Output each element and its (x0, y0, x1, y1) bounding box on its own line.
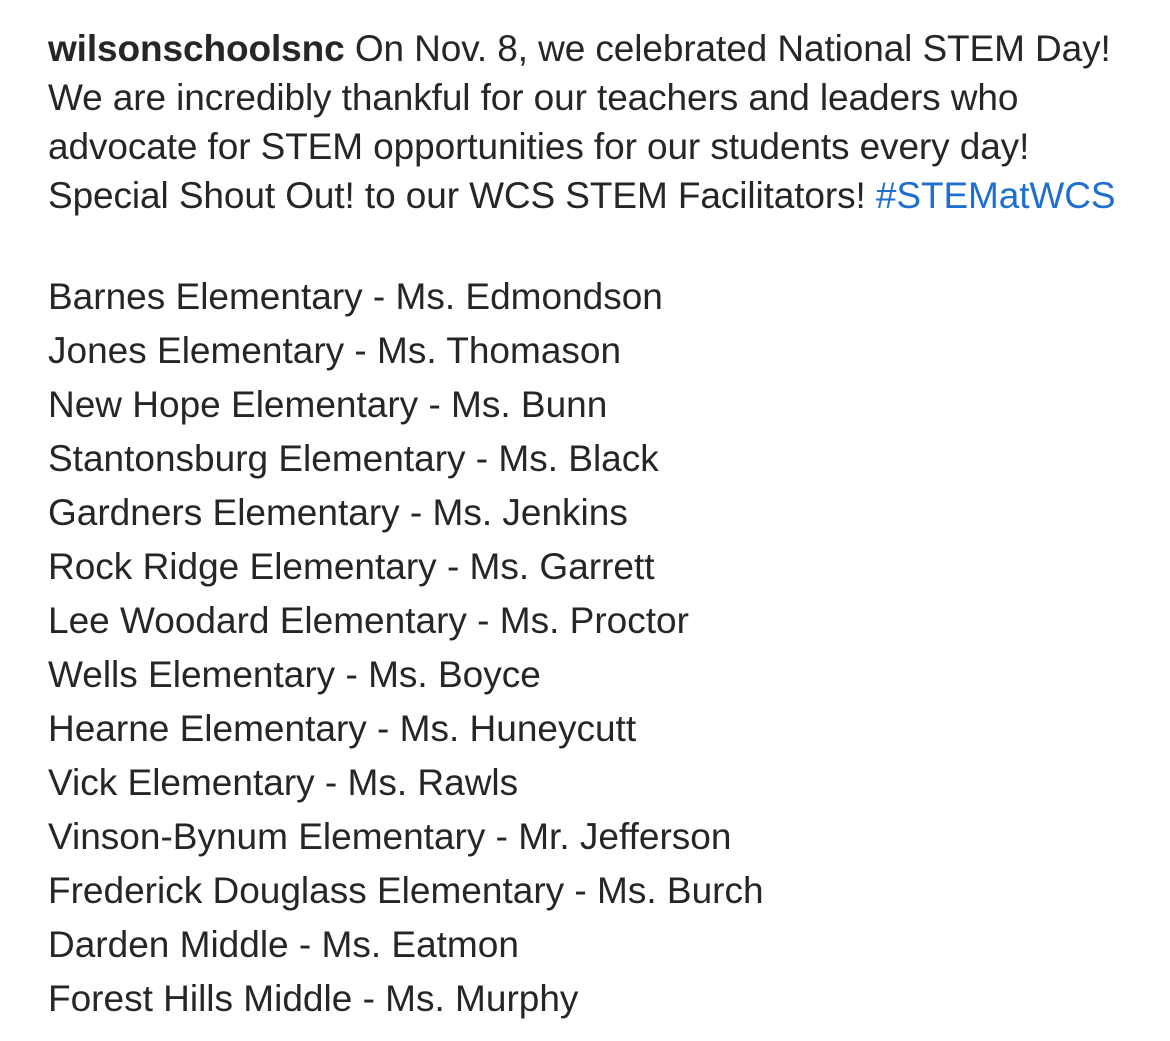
username-link[interactable]: wilsonschoolsnc (48, 28, 345, 69)
facilitator-line: Hearne Elementary - Ms. Huneycutt (48, 708, 637, 749)
facilitator-line: Vinson-Bynum Elementary - Mr. Jefferson (48, 816, 732, 857)
facilitator-line: Forest Hills Middle - Ms. Murphy (48, 978, 579, 1019)
facilitator-line: Rock Ridge Elementary - Ms. Garrett (48, 546, 655, 587)
hashtag-link[interactable]: #STEMatWCS (875, 175, 1116, 216)
caption-text: On Nov. 8, we celebrated National STEM Day! We are incredibly thankful for our teachers and leaders who advocate for STEM opportunities for our students every day! Special Shout Out! to our WCS STEM Facilitators! (48, 28, 1111, 216)
facilitator-line: Wells Elementary - Ms. Boyce (48, 654, 541, 695)
facilitator-line: Lee Woodard Elementary - Ms. Proctor (48, 600, 689, 641)
facilitator-line: Gardners Elementary - Ms. Jenkins (48, 492, 628, 533)
facilitator-line: Frederick Douglass Elementary - Ms. Burch (48, 870, 764, 911)
facilitator-line: Vick Elementary - Ms. Rawls (48, 762, 519, 803)
facilitator-line: Barnes Elementary - Ms. Edmondson (48, 276, 663, 317)
facilitator-line: Darden Middle - Ms. Eatmon (48, 924, 519, 965)
post-caption (48, 24, 1128, 220)
facilitator-line: Jones Elementary - Ms. Thomason (48, 330, 622, 371)
facilitator-line: Stantonsburg Elementary - Ms. Black (48, 438, 659, 479)
facilitator-line: New Hope Elementary - Ms. Bunn (48, 384, 608, 425)
facilitator-list (48, 270, 764, 1026)
